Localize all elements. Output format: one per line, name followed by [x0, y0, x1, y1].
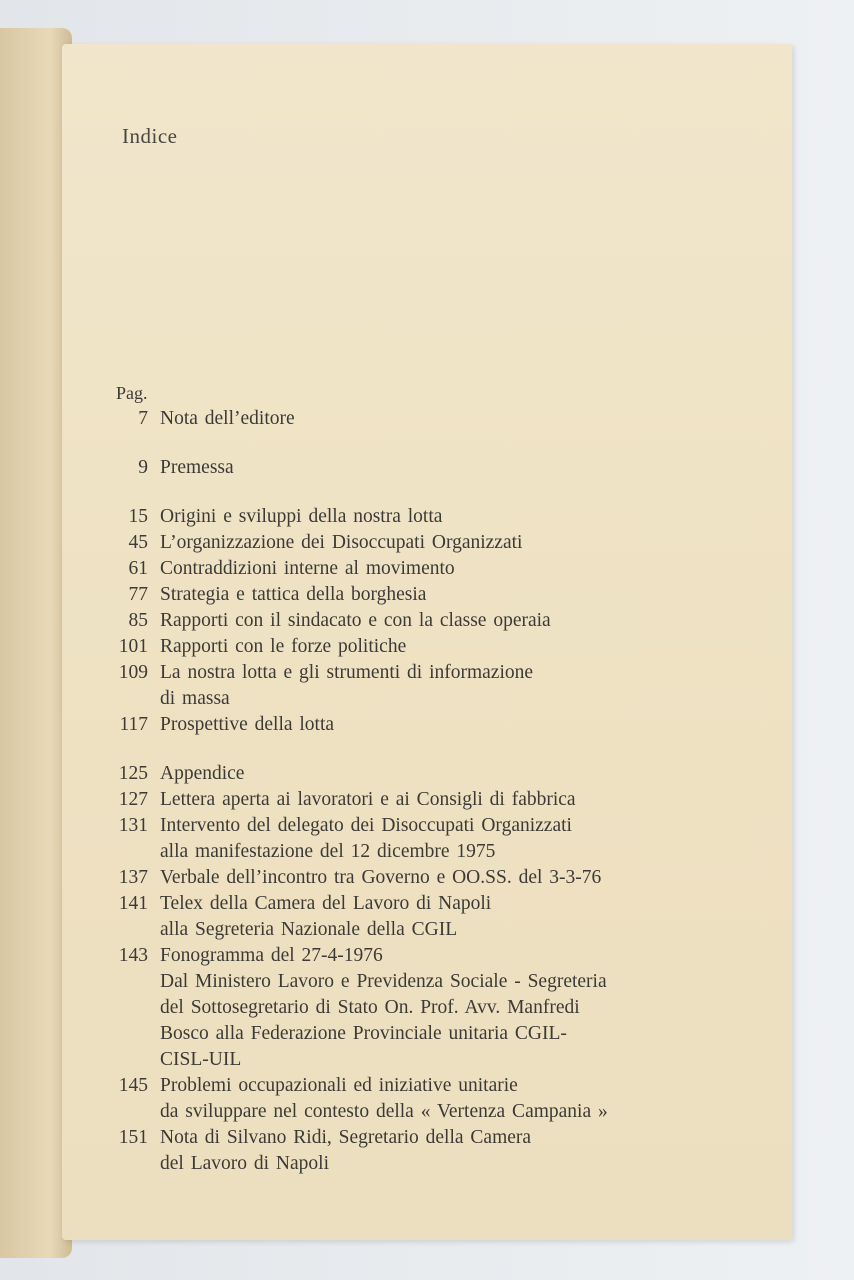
- toc-page-number: 137: [118, 867, 148, 888]
- toc-entry-title: [160, 1073, 760, 1125]
- toc-entry-title: [160, 712, 760, 738]
- toc-title-line: alla Segreteria Nazionale della CGIL: [160, 919, 458, 940]
- toc-entry: [100, 1073, 760, 1125]
- toc-title-line: Origini e sviluppi della nostra lotta: [160, 506, 443, 527]
- toc-title-line: Appendice: [160, 763, 245, 784]
- toc-title-line: Telex della Camera del Lavoro di Napoli: [160, 893, 492, 914]
- toc-title-line: CISL-UIL: [160, 1049, 242, 1070]
- toc-entry: [100, 660, 760, 712]
- toc-page-number: 7: [138, 408, 148, 429]
- toc-page-number: 15: [128, 506, 148, 527]
- toc-title-line: Premessa: [160, 457, 234, 478]
- toc-title-line: del Lavoro di Napoli: [160, 1153, 329, 1174]
- toc-entry-title: [160, 530, 760, 556]
- toc-entry: [100, 582, 760, 608]
- toc-page-number: 151: [118, 1127, 148, 1148]
- toc-entry-title: [160, 891, 760, 943]
- toc-title-line: Fonogramma del 27-4-1976: [160, 945, 383, 966]
- toc-title-line: del Sottosegretario di Stato On. Prof. Avv. Manfredi: [160, 997, 580, 1018]
- toc-entry: [100, 787, 760, 813]
- toc-title-line: Rapporti con le forze politiche: [160, 636, 407, 657]
- toc-entry: [100, 504, 760, 530]
- toc-entry: [100, 712, 760, 738]
- toc-entry: [100, 455, 760, 481]
- toc-entry-title: [160, 406, 760, 432]
- toc-entry: [100, 634, 760, 660]
- toc-group: [100, 761, 760, 1177]
- toc-page-number: 125: [118, 763, 148, 784]
- toc-title-line: Strategia e tattica della borghesia: [160, 584, 427, 605]
- toc-entry-title: [160, 1125, 760, 1177]
- toc-page-number: 45: [128, 532, 148, 553]
- toc-entry: [100, 1125, 760, 1177]
- toc-entry-title: [160, 943, 760, 1073]
- toc-entry-title: [160, 787, 760, 813]
- toc-page-number: 77: [128, 584, 148, 605]
- toc-entry: [100, 813, 760, 865]
- toc-group: [100, 455, 760, 481]
- toc-entry-title: [160, 865, 760, 891]
- toc-page-number: 145: [118, 1075, 148, 1096]
- toc-group: [100, 504, 760, 738]
- toc-entry: [100, 608, 760, 634]
- toc-entry-title: [160, 813, 760, 865]
- toc-entry: [100, 865, 760, 891]
- toc-title-line: Lettera aperta ai lavoratori e ai Consigli di fabbrica: [160, 789, 576, 810]
- toc-entry-title: [160, 660, 760, 712]
- toc-title-line: Nota di Silvano Ridi, Segretario della Camera: [160, 1127, 532, 1148]
- toc-entry-title: [160, 504, 760, 530]
- table-of-contents: [100, 380, 760, 1177]
- toc-title-line: Dal Ministero Lavoro e Previdenza Sociale - Segreteria: [160, 971, 607, 992]
- toc-page-number: 143: [118, 945, 148, 966]
- toc-title-line: Nota dell’editore: [160, 408, 295, 429]
- toc-entry: [100, 761, 760, 787]
- toc-page-number: 141: [118, 893, 148, 914]
- toc-page-number: 101: [118, 636, 148, 657]
- toc-entry-title: [160, 582, 760, 608]
- toc-entry: [100, 406, 760, 432]
- toc-entry-title: [160, 608, 760, 634]
- toc-entry: [100, 943, 760, 1073]
- toc-entry-title: [160, 455, 760, 481]
- toc-entry-title: [160, 634, 760, 660]
- toc-title-line: da sviluppare nel contesto della « Vertenza Campania »: [160, 1101, 608, 1122]
- toc-title-line: Verbale dell’incontro tra Governo e OO.SS. del 3-3-76: [160, 867, 602, 888]
- toc-page-number: 85: [128, 610, 148, 631]
- toc-entry: [100, 891, 760, 943]
- toc-entry: [100, 530, 760, 556]
- toc-title-line: Contraddizioni interne al movimento: [160, 558, 455, 579]
- toc-title-line: L’organizzazione dei Disoccupati Organizzati: [160, 532, 523, 553]
- toc-title-line: La nostra lotta e gli strumenti di informazione: [160, 662, 534, 683]
- toc-title-line: Rapporti con il sindacato e con la classe operaia: [160, 610, 551, 631]
- toc-page-number: 61: [128, 558, 148, 579]
- toc-title-line: Intervento del delegato dei Disoccupati Organizzati: [160, 815, 572, 836]
- toc-title-line: Prospettive della lotta: [160, 714, 335, 735]
- toc-entry-title: [160, 761, 760, 787]
- toc-group: [100, 406, 760, 432]
- page-title: Indice: [122, 124, 178, 148]
- toc-entry-title: [160, 556, 760, 582]
- toc-page-number: 131: [118, 815, 148, 836]
- toc-title-line: alla manifestazione del 12 dicembre 1975: [160, 841, 496, 862]
- toc-page-number: 127: [118, 789, 148, 810]
- toc-page-number: 9: [138, 457, 148, 478]
- page-column-label: Pag.: [116, 383, 148, 403]
- toc-page-number: 109: [118, 662, 148, 683]
- toc-title-line: di massa: [160, 688, 230, 709]
- toc-title-line: Bosco alla Federazione Provinciale unitaria CGIL-: [160, 1023, 567, 1044]
- toc-entry: [100, 556, 760, 582]
- toc-title-line: Problemi occupazionali ed iniziative unitarie: [160, 1075, 518, 1096]
- toc-page-number: 117: [119, 714, 148, 735]
